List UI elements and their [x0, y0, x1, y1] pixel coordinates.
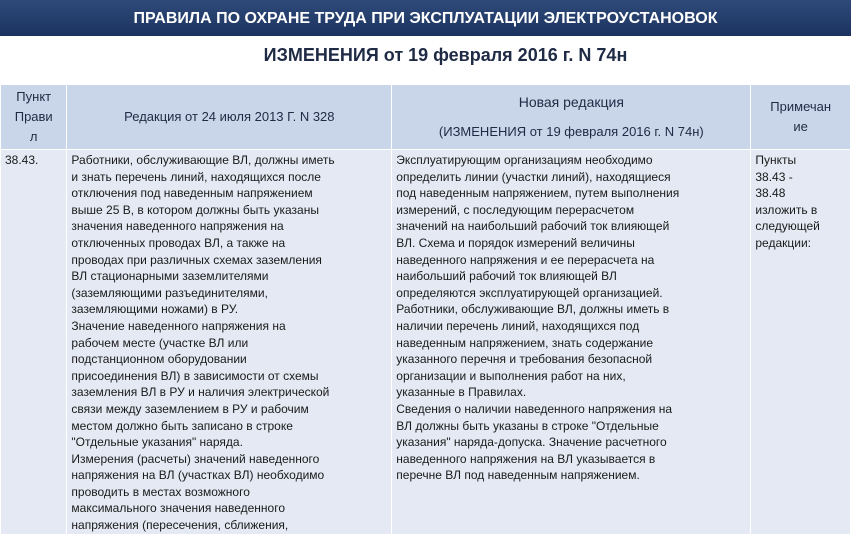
new-edition-subtitle: (ИЗМЕНЕНИЯ от 19 февраля 2016 г. N 74н) — [438, 124, 704, 139]
new-edition-title: Новая редакция — [518, 94, 624, 110]
table-header-row — [1, 85, 851, 150]
amendment-subtitle-area — [0, 36, 851, 82]
document-title-bar — [0, 0, 851, 36]
column-header-point: Пункт Прави л — [1, 85, 67, 150]
document-title: ПРАВИЛА ПО ОХРАНЕ ТРУДА ПРИ ЭКСПЛУАТАЦИИ ЭЛЕКТРОУСТАНОВОК — [133, 10, 718, 27]
cell-old-text: Работники, обслуживающие ВЛ, должны иметь и знать перечень линий, находящихся после отключения под наведенным напряжением выше 25 В, в котором должны быть указаны значения наведенного напряжения на отключенных проводах ВЛ, а также на проводах при различных схемах заземления ВЛ стационарными заземлителями (заземляющими разъединителями, заземляющими ножами) в РУ. Значение наведенного напряжения на рабочем месте (участке ВЛ или подстанционном оборудовании присоединения ВЛ) в зависимости от схемы заземления ВЛ в РУ и наличия электрической связи между заземлением в РУ и рабочим местом должно быть записано в строке "Отдельные указания" наряда. Измерения (расчеты) значений наведенного напряжения на ВЛ (участках ВЛ) необходимо проводить в местах возможного максимального значения наведенного напряжения (пересечения, сближения, — [67, 150, 392, 535]
column-header-new-edition — [392, 85, 751, 150]
amendment-subtitle: ИЗМЕНЕНИЯ от 19 февраля 2016 г. N 74н — [263, 45, 628, 65]
cell-note: Пункты 38.43 - 38.48 изложить в следующей редакции: — [751, 150, 851, 535]
column-header-note: Примечан ие — [751, 85, 851, 150]
column-header-old-edition: Редакция от 24 июля 2013 Г. N 328 — [67, 85, 392, 150]
cell-point: 38.43. — [1, 150, 67, 535]
table-row — [1, 150, 851, 535]
comparison-table — [0, 84, 851, 535]
cell-new-text: Эксплуатирующим организациям необходимо определить линии (участки линий), находящиеся под наведенным напряжением, путем выполнения измерений, с последующим перерасчетом значений на наибольший рабочий ток влияющей ВЛ. Схема и порядок измерений величины наведенного напряжения и ее перерасчета на наибольший рабочий ток влияющей ВЛ определяются эксплуатирующей организацией. Работники, обслуживающие ВЛ, должны иметь в наличии перечень линий, находящихся под наведенным напряжением, знать содержание указанного перечня и требования безопасной организации и выполнения работ на них, указанные в Правилах. Сведения о наличии наведенного напряжения на ВЛ должны быть указаны в строке "Отдельные указания" наряда-допуска. Значение расчетного наведенного напряжения на ВЛ указывается в перечне ВЛ под наведенным напряжением. — [392, 150, 751, 535]
